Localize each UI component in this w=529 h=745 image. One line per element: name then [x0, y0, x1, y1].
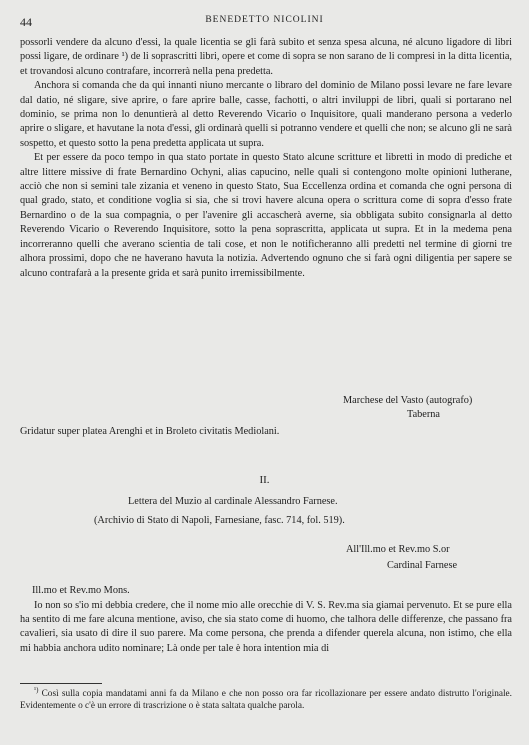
letter-salutation: Ill.mo et Rev.mo Mons.	[32, 585, 130, 596]
publication-note: Gridatur super platea Arenghi et in Broleto civitatis Mediolani.	[20, 426, 280, 437]
signature-taberna: Taberna	[407, 409, 441, 420]
page-number: 44	[20, 15, 32, 29]
footnote-text: Così sulla copia mandatami anni fa da Milano e che non posso ora far ricollazionare per essere andato distrutto l'originale. Evidentemente o c'è un errore di trascrizione o è stata saltata qualche parola.	[20, 689, 512, 712]
archive-reference: (Archivio di Stato di Napoli, Farnesiane, fasc. 714, fol. 519).	[94, 515, 345, 526]
letter-title: Lettera del Muzio al cardinale Alessandro Farnese.	[128, 496, 338, 507]
signature-marchese: Marchese del Vasto (autografo)	[343, 395, 473, 406]
decree-paragraph: Et per essere da poco tempo in qua stato portate in questo Stato alcune scritture et libretti in modo di prediche et altre littere missive di frate Bernardino Ochyni, alias capucino, nelle quali si contengono molte opinioni lutherane, acciò che non si semini tale zizania et veneno in questo Stato, Sua Eccellenza ordina et comanda che ogni persona di qual grado, stato, et conditione voglia si sia, che si trovi havere alcuna opera o scrittura come di sopra d'esso frate Bernardino o de la sua compagnia, o per l'avenire gli accascherà averne, sia obbligata subito consignarla al detto Reverendo Vicario o Reverendo Inquisitore, sotto la pena soprascritta, applicata ut supra. Et in la medema pena incorreranno quelli che averano scientia de tali cose, et non le notificheranno alli predetti nel termine di giorni tre alhora prossimi, dopo che ne haverano havuta la notizia. Advertendo ognuno che si farà ogni diligentia per sapere se alcuno contrafarà a la presente grida et sarà punito irremissibilmente.	[20, 152, 512, 279]
footnote-divider	[20, 683, 102, 684]
letter-paragraph: Io non so s'io mi debbia credere, che il nome mio alle orecchie di V. S. Rev.ma sia giamai pervenuto. Et se pure ella ha sentito di me fare alcuna mentione, aviso, che sia stato come di huomo, che talhora delle differenze, che passano fra cavalieri, sia usato di dire il suo parere. Ma come persona, che prenda a difender querela alcuna, non istimo, che ella mi habbia anchora udito nominare; Là onde per tale è hora intention mia di	[20, 600, 512, 654]
section-number: II.	[259, 474, 270, 486]
letter-address-line: All'Ill.mo et Rev.mo S.or	[346, 544, 450, 555]
decree-text	[20, 36, 512, 281]
decree-paragraph: Anchora si comanda che da qui innanti niuno mercante o libraro del dominio de Milano possi levare ne fare levare dal datio, né sligare, sive aprire, o fare aprire balle, casse, fachotti, o altri inviluppi de libri, quali si portarano nel dominio, se prima non lo denuntierà al detto Reverendo Vicario o Inquisitore, quali manderano persona a vederlo aprire o sligare, et havutane la nota d'essi, gli ordinarà quelli si potranno vendere et quelli che non; se alcuno gli ne sarà sospetto, et questo sotto la pena predetta applicata ut supra.	[20, 80, 512, 149]
decree-paragraph: possorli vendere da alcuno d'essi, la quale licentia se gli farà subito et senza spesa alcuna, né alcuno ligadore di libri possi ligare, de ordinare ¹) de li soprascritti libri, opere et come di sopra se non sarano de li compresi in la ditta licentia, et trovandosi alcuno contrafare, incorrerà nella pena predetta.	[20, 37, 512, 77]
letter-address-line: Cardinal Farnese	[387, 560, 458, 571]
letter-body	[20, 599, 512, 656]
footnote	[20, 685, 512, 713]
footnote-marker: ¹)	[34, 685, 39, 694]
running-title: BENEDETTO NICOLINI	[205, 15, 324, 25]
